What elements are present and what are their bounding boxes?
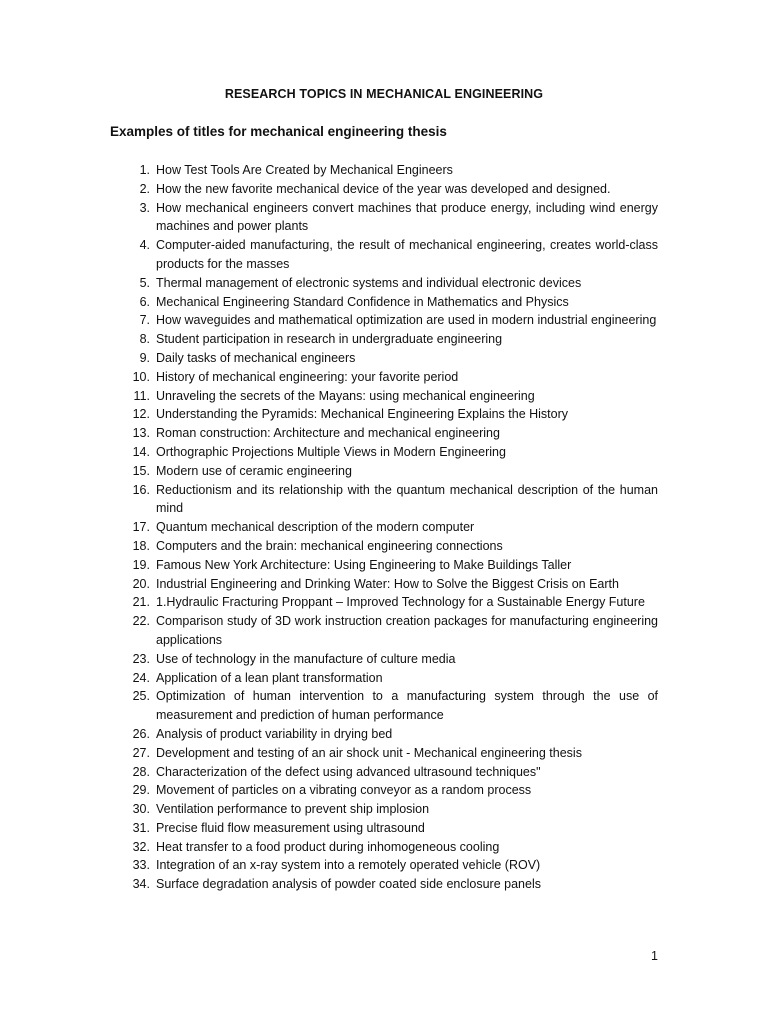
topic-number: 12. [132, 407, 150, 422]
document-subtitle: Examples of titles for mechanical engineering thesis [110, 124, 447, 139]
topic-number: 8. [139, 332, 150, 347]
topic-number: 11. [133, 388, 150, 403]
topic-number: 3. [139, 200, 150, 215]
topic-number: 13. [132, 426, 150, 441]
topic-list [110, 161, 658, 894]
topic-number: 20. [132, 576, 150, 591]
topic-text: Quantum mechanical description of the modern computer [156, 520, 475, 535]
topic-item [110, 293, 658, 312]
topic-item [110, 199, 658, 237]
topic-text: Analysis of product variability in drying bed [156, 726, 393, 741]
topic-text: Industrial Engineering and Drinking Water: How to Solve the Biggest Crisis on Earth [156, 576, 619, 591]
topic-number: 23. [132, 651, 150, 666]
topic-text: How Test Tools Are Created by Mechanical Engineers [156, 163, 453, 177]
topic-item [110, 556, 658, 575]
topic-text: Orthographic Projections Multiple Views in Modern Engineering [156, 444, 506, 459]
topic-item [110, 330, 658, 349]
topic-text: Optimization of human intervention to a manufacturing system through the use of measurement and prediction of human performance [156, 689, 658, 723]
topic-text: How the new favorite mechanical device of the year was developed and designed. [156, 181, 611, 196]
topic-text: Famous New York Architecture: Using Engineering to Make Buildings Taller [156, 557, 572, 572]
topic-number: 30. [132, 802, 150, 817]
topic-item [110, 819, 658, 838]
topic-text: 1.Hydraulic Fracturing Proppant – Improved Technology for a Sustainable Energy Future [156, 595, 645, 610]
topic-text: Development and testing of an air shock unit - Mechanical engineering thesis [156, 745, 582, 760]
topic-number: 7. [139, 313, 150, 328]
topic-number: 26. [132, 726, 150, 741]
topic-item [110, 875, 658, 894]
topic-text: Reductionism and its relationship with the quantum mechanical description of the human mind [156, 482, 658, 516]
topic-item [110, 443, 658, 462]
topic-number: 19. [132, 557, 150, 572]
topic-item [110, 349, 658, 368]
topic-number: 34. [132, 877, 150, 892]
topic-number: 31. [132, 820, 150, 835]
topic-number: 14. [132, 444, 150, 459]
topic-item [110, 744, 658, 763]
topic-text: Characterization of the defect using advanced ultrasound techniques" [156, 764, 541, 779]
topic-text: How mechanical engineers convert machines that produce energy, including wind energy machines and power plants [156, 200, 658, 234]
topic-number: 33. [132, 858, 150, 873]
topic-item [110, 575, 658, 594]
topic-number: 15. [132, 463, 150, 478]
topic-text: Student participation in research in undergraduate engineering [156, 332, 503, 347]
topic-number: 21. [132, 595, 150, 610]
topic-item [110, 800, 658, 819]
topic-item [110, 669, 658, 688]
topic-text: Application of a lean plant transformation [156, 670, 383, 685]
topic-number: 4. [139, 238, 150, 253]
topic-number: 16. [132, 482, 150, 497]
topic-text: History of mechanical engineering: your favorite period [156, 369, 459, 384]
topic-item [110, 593, 658, 612]
topic-number: 32. [132, 839, 150, 854]
topic-item [110, 481, 658, 519]
topic-text: Daily tasks of mechanical engineers [156, 350, 356, 365]
topic-text: Understanding the Pyramids: Mechanical Engineering Explains the History [156, 407, 569, 422]
topic-item [110, 180, 658, 199]
topic-number: 2. [139, 181, 150, 196]
topic-text: Mechanical Engineering Standard Confidence in Mathematics and Physics [156, 294, 569, 309]
topic-text: Use of technology in the manufacture of culture media [156, 651, 456, 666]
topic-item [110, 612, 658, 650]
topic-item [110, 368, 658, 387]
topic-item [110, 424, 658, 443]
topic-item [110, 537, 658, 556]
topic-number: 9. [139, 350, 150, 365]
topic-text: Heat transfer to a food product during inhomogeneous cooling [156, 839, 500, 854]
topic-text: Modern use of ceramic engineering [156, 463, 352, 478]
topic-item [110, 725, 658, 744]
topic-item [110, 387, 658, 406]
topic-item [110, 161, 658, 180]
topic-text: Roman construction: Architecture and mechanical engineering [156, 426, 500, 441]
topic-number: 1. [139, 163, 150, 177]
topic-item [110, 838, 658, 857]
topic-item [110, 763, 658, 782]
topic-item [110, 650, 658, 669]
topic-item [110, 687, 658, 725]
topic-text: Ventilation performance to prevent ship implosion [156, 802, 430, 817]
document-title: RESEARCH TOPICS IN MECHANICAL ENGINEERING [224, 87, 544, 101]
topic-item [110, 274, 658, 293]
topic-number: 25. [132, 689, 150, 704]
topic-text: Computers and the brain: mechanical engineering connections [156, 538, 503, 553]
topic-item [110, 462, 658, 481]
topic-number: 6. [139, 294, 150, 309]
topic-text: Surface degradation analysis of powder coated side enclosure panels [156, 877, 541, 892]
topic-text: Movement of particles on a vibrating conveyor as a random process [156, 783, 532, 798]
topic-number: 24. [132, 670, 150, 685]
topic-item [110, 518, 658, 537]
topic-text: How waveguides and mathematical optimization are used in modern industrial engineering [156, 313, 657, 328]
topic-number: 18. [132, 538, 150, 553]
topic-number: 27. [132, 745, 150, 760]
topic-text: Unraveling the secrets of the Mayans: using mechanical engineering [156, 388, 535, 403]
topic-number: 17. [132, 520, 150, 535]
topic-item [110, 856, 658, 875]
topic-text: Comparison study of 3D work instruction creation packages for manufacturing engineering applications [156, 614, 658, 647]
topic-item [110, 405, 658, 424]
topic-text: Thermal management of electronic systems and individual electronic devices [156, 275, 582, 290]
topic-text: Computer-aided manufacturing, the result of mechanical engineering, creates world-class products for the masses [156, 238, 658, 271]
topic-number: 5. [139, 275, 150, 290]
page-number: 1 [651, 949, 658, 963]
topic-item [110, 781, 658, 800]
topic-number: 10. [132, 369, 150, 384]
topic-item [110, 311, 658, 330]
topic-item [110, 236, 658, 274]
topic-number: 22. [132, 614, 150, 629]
topic-number: 28. [132, 764, 150, 779]
topic-number: 29. [132, 783, 150, 798]
topic-text: Integration of an x-ray system into a remotely operated vehicle (ROV) [156, 858, 541, 873]
topic-text: Precise fluid flow measurement using ultrasound [156, 820, 425, 835]
